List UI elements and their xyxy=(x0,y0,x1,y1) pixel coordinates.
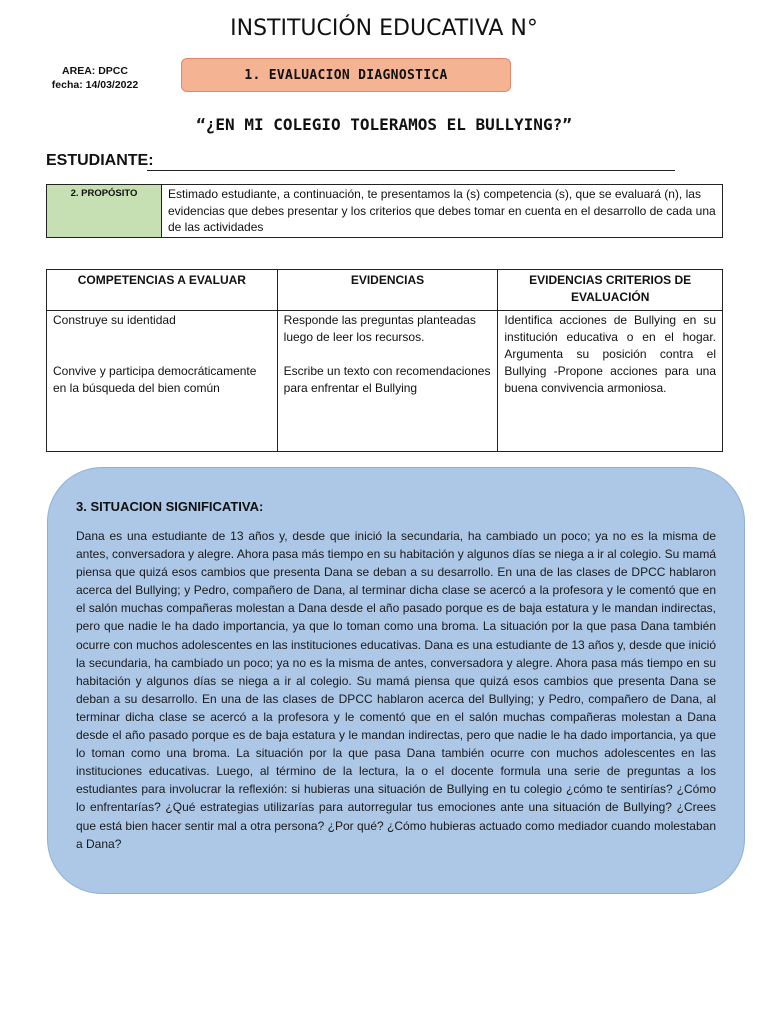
evidences-cell xyxy=(277,311,498,452)
document-meta xyxy=(40,64,150,92)
header-competencies: COMPETENCIAS A EVALUAR xyxy=(47,270,278,311)
evaluation-title: 1. EVALUACION DIAGNOSTICA xyxy=(244,67,448,83)
situation-title: 3. SITUACION SIGNIFICATIVA: xyxy=(76,499,264,514)
date-label: fecha: 14/03/2022 xyxy=(51,79,139,91)
evidence-2: Escribe un texto con recomendaciones para enfrentar el Bullying xyxy=(283,364,491,395)
competencies-table xyxy=(46,269,723,452)
purpose-table xyxy=(46,184,723,238)
situation-text: Dana es una estudiante de 13 años y, desde que inició la secundaria, ha cambiado un poco; ya no es la misma de antes, conversadora y alegre. Ahora pasa más tiempo en su habitación y algunos días se niega a ir al colegio. Su mamá piensa que quizá esos cambios que presenta Dana se deban a su desarrollo. En una de las clases de DPCC hablaron acerca del Bullying; y Pedro, compañero de Dana, al terminar dicha clase se acercó a la profesora y le comentó que en el salón muchas compañeras molestan a Dana desde el año pasado porque es de baja estatura y le mandan indirectas, pero que nadie le ha dado importancia, ya que lo toman como una broma. La situación por la que pasa Dana también ocurre con muchos adolescentes en las instituciones educativas. Dana es una estudiante de 13 años y, desde que inició la secundaria, ha cambiado un poco; ya no es la misma de antes, conversadora y alegre. Ahora pasa más tiempo en su habitación y algunos días se niega a ir al colegio. Su mamá piensa que quizá esos cambios que presenta Dana se deban a su desarrollo. En una de las clases de DPCC hablaron acerca del Bullying; y Pedro, compañero de Dana, al terminar dicha clase se acercó a la profesora y le comentó que en el salón muchas compañeras molestan a Dana desde el año pasado porque es de baja estatura y le mandan indirectas, pero que nadie le ha dado importancia, ya que lo toman como una broma. La situación por la que pasa Dana también ocurre con muchos adolescentes en las instituciones educativas. Luego, al término de la lectura, la o el docente formula una serie de preguntas a los estudiantes para involucrar la reflexión: si hubieras una situación de Bullying en tu colegio ¿cómo te sentirías? ¿Cómo lo enfrentarías? ¿Qué estrategias utilizarías para autorregular tus emociones ante una situación de Bullying? ¿Crees que está bien hacer sentir mal a otra persona? ¿Por qué? ¿Cómo hubieras actuado como mediador cuando molestaban a Dana? xyxy=(76,529,716,851)
evidence-1: Responde las preguntas planteadas luego de leer los recursos. xyxy=(283,313,476,344)
criteria-text: Identifica acciones de Bullying en su institución educativa o en el hogar. Argumenta su posición contra el Bullying -Propone acciones para una buena convivencia armoniosa. xyxy=(504,313,716,395)
competency-1: Construye su identidad xyxy=(53,313,176,327)
competency-2: Convive y participa democráticamente en la búsqueda del bien común xyxy=(53,364,257,395)
purpose-row xyxy=(47,185,723,238)
criteria-cell xyxy=(498,311,723,452)
evaluation-title-box xyxy=(181,58,511,92)
institution-title: INSTITUCIÓN EDUCATIVA N° xyxy=(230,16,538,41)
area-label: AREA: DPCC xyxy=(62,65,128,77)
competencies-cell xyxy=(47,311,278,452)
table-header-row xyxy=(47,270,723,311)
student-label: ESTUDIANTE: xyxy=(46,152,154,169)
header-evidences: EVIDENCIAS xyxy=(277,270,498,311)
table-row xyxy=(47,311,723,452)
header-criteria: EVIDENCIAS CRITERIOS DE EVALUACIÓN xyxy=(498,270,723,311)
purpose-text: Estimado estudiante, a continuación, te presentamos la (s) competencia (s), que se evaluará (n), las evidencias que debes presentar y los criterios que debes tomar en cuenta en el desarrollo de cada una de las actividades xyxy=(162,185,723,238)
purpose-label: 2. PROPÓSITO xyxy=(47,185,162,238)
student-name-field[interactable] xyxy=(147,170,675,171)
main-question-heading: “¿EN MI COLEGIO TOLERAMOS EL BULLYING?” xyxy=(196,115,572,134)
